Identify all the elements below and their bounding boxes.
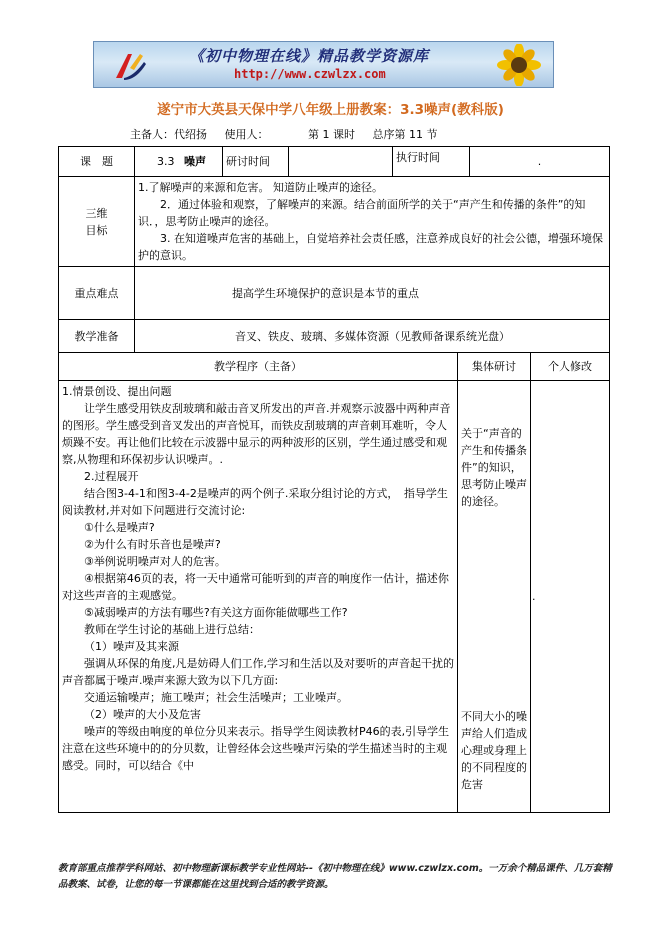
user: 使用人： [224,128,269,141]
procedure-paragraph: 交通运输噪声；施工噪声；社会生活噪声；工业噪声。 [84,691,348,704]
procedure-paragraph: ⑤减弱噪声的方法有哪些?有关这方面你能做哪些工作? [84,606,348,619]
goal-line: 2．通过体验和观察，了解噪声的来源。结合前面所学的关于“声产生和传播的条件”的知识．，思考防止噪声的途径。 [138,198,586,228]
lesson-meta [130,126,452,142]
goal-line: 1.了解噪声的来源和危害。 知道防止噪声的途径。 [138,181,383,194]
lesson-plan-table [58,146,610,813]
document-title: 遂宁市大英县天保中学八年级上册教案：3.3噪声(教科版) [157,102,504,118]
procedure-paragraph: （2）噪声的大小及危害 [84,708,201,721]
personal-header: 个人修改 [531,353,610,381]
research-time-value [289,147,393,177]
goals-label-cell: 三维 目标 [59,177,135,267]
sunflower-icon [489,44,549,86]
procedure-paragraph: 强调从环保的角度,凡是妨碍人们工作,学习和生活以及对要听的声音起干扰的声音都属于噪声.噪声来源大致为以下几方面: [62,657,454,687]
goals-content [135,177,610,267]
topic-name: 噪声 [184,155,206,168]
key-points-content: 提高学生环境保护的意识是本节的重点 [135,267,610,320]
prep-content: 音叉、铁皮、玻璃、多媒体资源（见教师备课系统光盘） [135,320,610,353]
procedure-paragraph: ④根据第46页的表，将一天中通常可能听到的声音的响度作一估计，描述你对这些声音的主观感觉。 [62,572,449,602]
site-logo-icon [110,48,150,84]
procedure-paragraph: ②为什么有时乐音也是噪声? [84,538,221,551]
procedure-paragraph: 结合图3-4-1和图3-4-2是噪声的两个例子.采取分组讨论的方式， 指导学生阅读教材,并对如下问题进行交流讨论: [62,487,448,517]
preparer: 主备人：代绍扬 [130,128,207,141]
header-banner [93,41,554,88]
procedure-paragraph: 教师在学生讨论的基础上进行总结： [84,623,260,636]
total-number: 总序第 11 节 [372,128,438,141]
procedure-paragraph: ①什么是噪声? [84,521,155,534]
personal-dot: . [532,590,536,603]
procedure-paragraph: （1）噪声及其来源 [84,640,179,653]
procedure-content [59,381,458,813]
topic-label-cell: 课 题 [59,147,135,177]
exec-time-label: 执行时间 [393,147,470,177]
key-points-label-cell: 重点难点 [59,267,135,320]
procedure-paragraph: 2.过程展开 [84,470,139,483]
procedure-paragraph: 让学生感受用铁皮刮玻璃和敲击音叉所发出的声音.并观察示波器中两种声音的图形。学生感受到音叉发出的声音悦耳，而铁皮刮玻璃的声音刺耳难听，令人烦躁不安。再让他们比较在示波器中显示的两种波形的区别，学生通过感受和观察,从物理和环保初步认识噪声。. [62,402,451,466]
procedure-header: 教学程序（主备） [59,353,458,381]
banner-title: 《初中物理在线》精品教学资源库 [189,47,430,65]
prep-label-cell: 教学准备 [59,320,135,353]
exec-time-value: . [470,147,610,177]
procedure-paragraph: 1.情景创设、提出问题 [62,385,172,398]
topic-number: 3.3 [157,155,175,168]
collective-header: 集体研讨 [458,353,531,381]
collective-content [458,381,531,813]
personal-content [531,381,610,813]
collective-note: 关于“声音的产生和传播条件”的知识，思考防止噪声的途径。 [461,427,527,508]
research-time-label: 研讨时间 [223,147,289,177]
procedure-paragraph: ③举例说明噪声对人的危害。 [84,555,226,568]
topic-cell [135,147,223,177]
lesson-number: 第 1 课时 [308,128,355,141]
procedure-paragraph: 噪声的等级由响度的单位分贝来表示。指导学生阅读教材P46的表,引导学生注意在这些环境中的的分贝数，让曾经体会这些噪声污染的学生描述当时的主观感受。同时，可以结合《中 [62,725,450,772]
banner-url[interactable]: http://www.czwlzx.com [234,67,386,81]
goal-line: 3. 在知道噪声危害的基础上，自觉培养社会责任感，注意养成良好的社会公德，增强环境保护的意识。 [138,232,603,262]
page-footer: 教育部重点推荐学科网站、初中物理新课标教学专业性网站--《初中物理在线》www.czwlzx.com。一万余个精品课件、几万套精品教案、试卷，让您的每一节课都能在这里找到合适的教学资源。 [58,863,612,890]
collective-note: 不同大小的噪声给人们造成心理或身理上的不同程度的危害 [461,710,527,791]
